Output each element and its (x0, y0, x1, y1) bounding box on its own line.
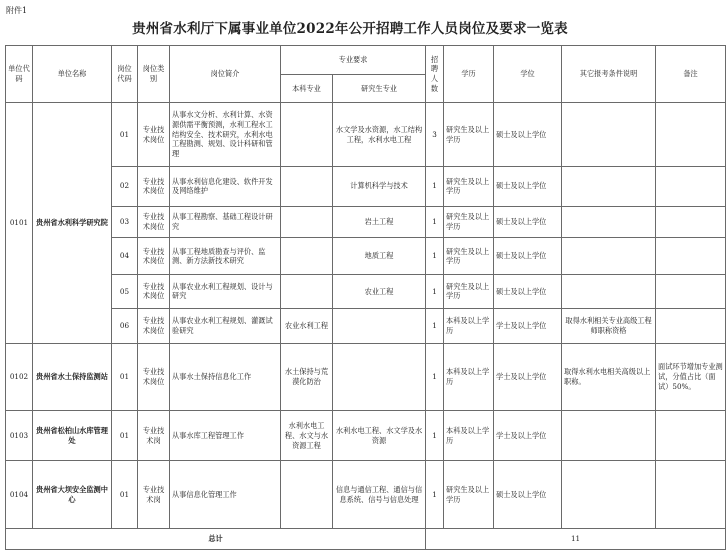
other-req: 取得水利相关专业高级工程师职称资格 (562, 308, 656, 343)
post-type: 专业技术岗位 (138, 103, 170, 166)
post-desc: 从事工程勘察、基础工程设计研究 (170, 206, 281, 237)
degree: 硕士及以上学位 (494, 166, 562, 206)
post-code: 02 (112, 166, 138, 206)
table-row (6, 275, 726, 308)
education: 本科及以上学历 (444, 411, 494, 461)
grad-major: 水文学及水资源，水工结构工程，水利水电工程 (333, 103, 426, 166)
headcount: 1 (426, 238, 444, 275)
headcount: 1 (426, 461, 444, 528)
table-row (6, 206, 726, 237)
post-desc: 从事信息化管理工作 (170, 461, 281, 528)
undergrad-major (281, 206, 333, 237)
post-type: 专业技术岗 (138, 461, 170, 528)
unit-name: 贵州省水土保持监测站 (33, 343, 112, 410)
grad-major: 农业工程 (333, 275, 426, 308)
degree: 学士及以上学位 (494, 411, 562, 461)
unit-code: 0103 (6, 411, 33, 461)
degree: 学士及以上学位 (494, 308, 562, 343)
degree: 硕士及以上学位 (494, 206, 562, 237)
header-other-req: 其它报考条件说明 (562, 46, 656, 103)
headcount: 3 (426, 103, 444, 166)
undergrad-major (281, 238, 333, 275)
table-row (6, 103, 726, 166)
undergrad-major: 水土保持与荒漠化防治 (281, 343, 333, 410)
post-code: 06 (112, 308, 138, 343)
education: 研究生及以上学历 (444, 275, 494, 308)
education: 研究生及以上学历 (444, 166, 494, 206)
header-undergrad-major: 本科专业 (281, 75, 333, 103)
header-row (6, 46, 726, 75)
post-type: 专业技术岗位 (138, 308, 170, 343)
other-req (562, 461, 656, 528)
education: 研究生及以上学历 (444, 103, 494, 166)
other-req (562, 238, 656, 275)
post-type: 专业技术岗 (138, 411, 170, 461)
remarks (656, 275, 726, 308)
post-code: 01 (112, 461, 138, 528)
grad-major (333, 343, 426, 410)
grad-major: 水利水电工程、水文学及水资源 (333, 411, 426, 461)
total-label: 总计 (6, 528, 426, 549)
undergrad-major: 水利水电工程、水文与水资源工程 (281, 411, 333, 461)
table-row (6, 308, 726, 343)
post-code: 01 (112, 103, 138, 166)
header-unit-name: 单位名称 (33, 46, 112, 103)
other-req: 取得水利水电相关高级以上职称。 (562, 343, 656, 410)
post-type: 专业技术岗位 (138, 166, 170, 206)
post-type: 专业技术岗位 (138, 275, 170, 308)
other-req (562, 166, 656, 206)
table-row (6, 461, 726, 528)
degree: 硕士及以上学位 (494, 103, 562, 166)
table-row (6, 343, 726, 410)
degree: 硕士及以上学位 (494, 238, 562, 275)
remarks (656, 166, 726, 206)
unit-name: 贵州省水利科学研究院 (33, 103, 112, 343)
remarks (656, 461, 726, 528)
header-post-type: 岗位类别 (138, 46, 170, 103)
unit-name: 贵州省大坝安全监测中心 (33, 461, 112, 528)
header-degree: 学位 (494, 46, 562, 103)
document-title: 贵州省水利厅下属事业单位2022年公开招聘工作人员岗位及要求一览表 (132, 21, 568, 37)
education: 本科及以上学历 (444, 343, 494, 410)
other-req (562, 206, 656, 237)
header-post-desc: 岗位简介 (170, 46, 281, 103)
education: 研究生及以上学历 (444, 238, 494, 275)
header-remarks: 备注 (656, 46, 726, 103)
other-req (562, 275, 656, 308)
education: 研究生及以上学历 (444, 206, 494, 237)
post-desc: 从事水土保持信息化工作 (170, 343, 281, 410)
total-count: 11 (426, 528, 726, 549)
unit-code: 0104 (6, 461, 33, 528)
header-education: 学历 (444, 46, 494, 103)
attachment-label: 附件1 (6, 6, 28, 15)
headcount: 1 (426, 343, 444, 410)
remarks (656, 206, 726, 237)
headcount: 1 (426, 206, 444, 237)
header-unit-code: 单位代码 (6, 46, 33, 103)
post-type: 专业技术岗位 (138, 238, 170, 275)
undergrad-major: 农业水利工程 (281, 308, 333, 343)
remarks (656, 411, 726, 461)
post-code: 03 (112, 206, 138, 237)
undergrad-major (281, 166, 333, 206)
grad-major (333, 308, 426, 343)
header-headcount: 招聘人数 (426, 46, 444, 103)
post-desc: 从事水库工程管理工作 (170, 411, 281, 461)
post-type: 专业技术岗位 (138, 343, 170, 410)
unit-code: 0101 (6, 103, 33, 343)
remarks (656, 238, 726, 275)
headcount: 1 (426, 275, 444, 308)
total-row (6, 528, 726, 549)
headcount: 1 (426, 411, 444, 461)
post-desc: 从事农业水利工程规划、设计与研究 (170, 275, 281, 308)
table-row (6, 238, 726, 275)
unit-name: 贵州省松柏山水库管理处 (33, 411, 112, 461)
degree: 硕士及以上学位 (494, 461, 562, 528)
remarks (656, 308, 726, 343)
undergrad-major (281, 461, 333, 528)
unit-code: 0102 (6, 343, 33, 410)
post-code: 01 (112, 411, 138, 461)
header-grad-major: 研究生专业 (333, 75, 426, 103)
post-code: 04 (112, 238, 138, 275)
recruitment-table (5, 45, 726, 550)
degree: 硕士及以上学位 (494, 275, 562, 308)
post-desc: 从事水文分析、水利计算、水资源供需平衡预测，水利工程水工结构安全、技术研究，水利水电工程勘测、规划、设计科研和管理 (170, 103, 281, 166)
table-row (6, 411, 726, 461)
grad-major: 计算机科学与技术 (333, 166, 426, 206)
undergrad-major (281, 275, 333, 308)
remarks: 面试环节增加专业测试，分值占比（面试）50%。 (656, 343, 726, 410)
degree: 学士及以上学位 (494, 343, 562, 410)
grad-major: 信息与通信工程、通信与信息系统、信号与信息处理 (333, 461, 426, 528)
undergrad-major (281, 103, 333, 166)
other-req (562, 411, 656, 461)
post-type: 专业技术岗位 (138, 206, 170, 237)
grad-major: 地质工程 (333, 238, 426, 275)
grad-major: 岩土工程 (333, 206, 426, 237)
education: 本科及以上学历 (444, 308, 494, 343)
headcount: 1 (426, 308, 444, 343)
other-req (562, 103, 656, 166)
post-code: 05 (112, 275, 138, 308)
remarks (656, 103, 726, 166)
post-desc: 从事水利信息化建设、软件开发及网络维护 (170, 166, 281, 206)
post-desc: 从事工程地质勘查与评价、监测、新方法新技术研究 (170, 238, 281, 275)
education: 研究生及以上学历 (444, 461, 494, 528)
header-post-code: 岗位代码 (112, 46, 138, 103)
headcount: 1 (426, 166, 444, 206)
post-code: 01 (112, 343, 138, 410)
table-row (6, 166, 726, 206)
post-desc: 从事农业水利工程规划、灌溉试验研究 (170, 308, 281, 343)
header-major-req: 专业要求 (281, 46, 426, 75)
